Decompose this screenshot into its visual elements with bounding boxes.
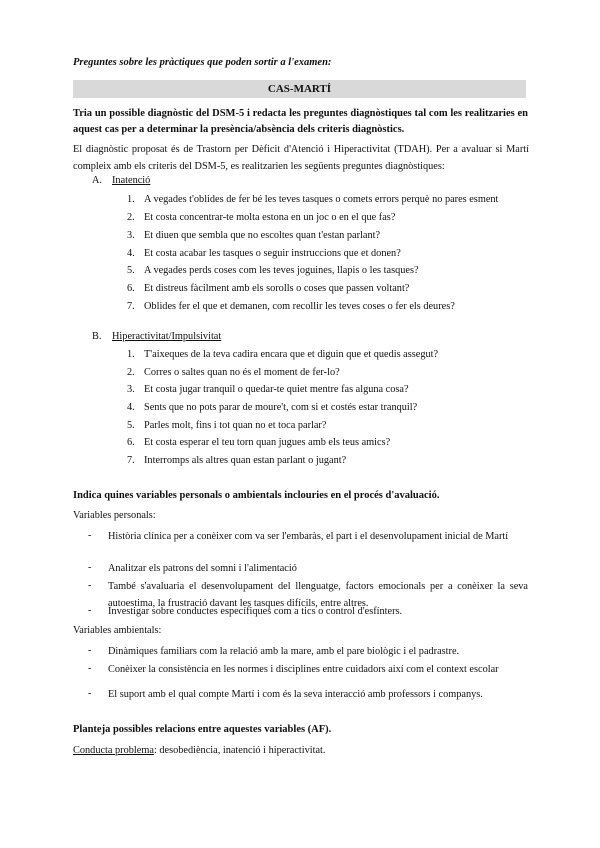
bullet-dash: - — [88, 688, 92, 699]
intro-paragraph: El diagnòstic proposat és de Trastorn per Dèficit d'Atenció i Hiperactivitat (TDAH). Per a avaluar si Martí compleix amb els criteris del DSM-5, es realitzarien les següents preguntes diagnòstiques: — [73, 144, 529, 172]
list-item: 2. Et costa concentrar-te molta estona en un joc o en el que fas? — [127, 212, 396, 223]
list-item: Conèixer la consistència en les normes i disciplines entre cuidadors així com el context escolar — [108, 664, 499, 675]
list-item: 2. Corres o saltes quan no és el moment de fer-lo? — [127, 367, 340, 378]
bullet-dash: - — [88, 663, 92, 674]
list-item: 6. Et costa esperar el teu torn quan jugues amb els teus amics? — [127, 437, 391, 448]
list-item: 7. Oblides fer el que et demanen, com recollir les teves coses o fer els deures? — [127, 301, 455, 312]
list-item: Història clínica per a conèixer com va ser l'embaràs, el part i el desenvolupament inicial de Martí — [108, 531, 509, 542]
ambient-variables-label: Variables ambientals: — [73, 625, 162, 636]
list-item: 7. Interromps als altres quan estan parlant o jugant? — [127, 455, 347, 466]
list-item: 3. Et diuen que sembla que no escoltes quan t'estan parlant? — [127, 230, 381, 241]
bullet-dash: - — [88, 530, 92, 541]
list-item: 1. T'aixeques de la teva cadira encara que et diguin que et quedis assegut? — [127, 349, 439, 360]
list-item: Dinàmiques familiars com la relació amb la mare, amb el pare biològic i el padrastre. — [108, 646, 460, 657]
task1-question: Tria un possible diagnòstic del DSM-5 i redacta les preguntes diagnòstiques tal com les realitzaries en aquest cas per a determinar la presència/absència dels criteris diagnòstics. — [73, 108, 528, 135]
list-item: 3. Et costa jugar tranquil o quedar-te quiet mentre fas alguna cosa? — [127, 384, 409, 395]
task3-question: Planteja possibles relacions entre aquestes variables (AF). — [73, 724, 332, 735]
bullet-dash: - — [88, 580, 92, 591]
case-title: CAS-MARTÍ — [73, 80, 526, 98]
bullet-dash: - — [88, 562, 92, 573]
page-heading: Preguntes sobre les pràctiques que poden sortir a l'examen: — [73, 57, 332, 68]
list-item: 4. Et costa acabar les tasques o seguir instruccions que et donen? — [127, 248, 401, 259]
list-item: Analitzar els patrons del somni i l'alimentació — [108, 563, 297, 574]
list-item: 4. Sents que no pots parar de moure't, com si et costés estar tranquil? — [127, 402, 418, 413]
section-b-label — [92, 331, 221, 342]
problem-label: Conducta problema — [73, 745, 154, 756]
task2-question: Indica quines variables personals o ambientals inclouries en el procés d'avaluació. — [73, 490, 440, 501]
section-b-letter: B. — [92, 331, 102, 342]
bullet-dash: - — [88, 605, 92, 616]
problem-behavior-line — [73, 745, 326, 756]
list-item: 5. A vegades perds coses com les teves joguines, llapis o les tasques? — [127, 265, 419, 276]
personal-variables-label: Variables personals: — [73, 510, 156, 521]
list-item: Investigar sobre conductes específiques com a tics o control d'esfínters. — [108, 606, 403, 617]
section-a-title: Inatenció — [112, 175, 151, 186]
list-item: 5. Parles molt, fins i tot quan no et toca parlar? — [127, 420, 327, 431]
section-b-title: Hiperactivitat/Impulsivitat — [112, 331, 222, 342]
section-a-letter: A. — [92, 175, 103, 186]
bullet-dash: - — [88, 645, 92, 656]
section-a-label — [92, 175, 150, 186]
list-item: El suport amb el qual compte Martí i com és la seva interacció amb professors i companys. — [108, 689, 483, 700]
problem-text: : desobediència, inatenció i hiperactivitat. — [153, 745, 326, 756]
list-item: 6. Et distreus fàcilment amb els sorolls o coses que passen voltant? — [127, 283, 410, 294]
list-item: També s'avaluaria el desenvolupament del llenguatge, factors emocionals per a conèixer la seva autoestima, la frustració davant les tasques difícils, entre altres. — [108, 581, 528, 609]
list-item: 1. A vegades t'oblides de fer bé les teves tasques o comets errors perquè no pares esment — [127, 194, 499, 205]
